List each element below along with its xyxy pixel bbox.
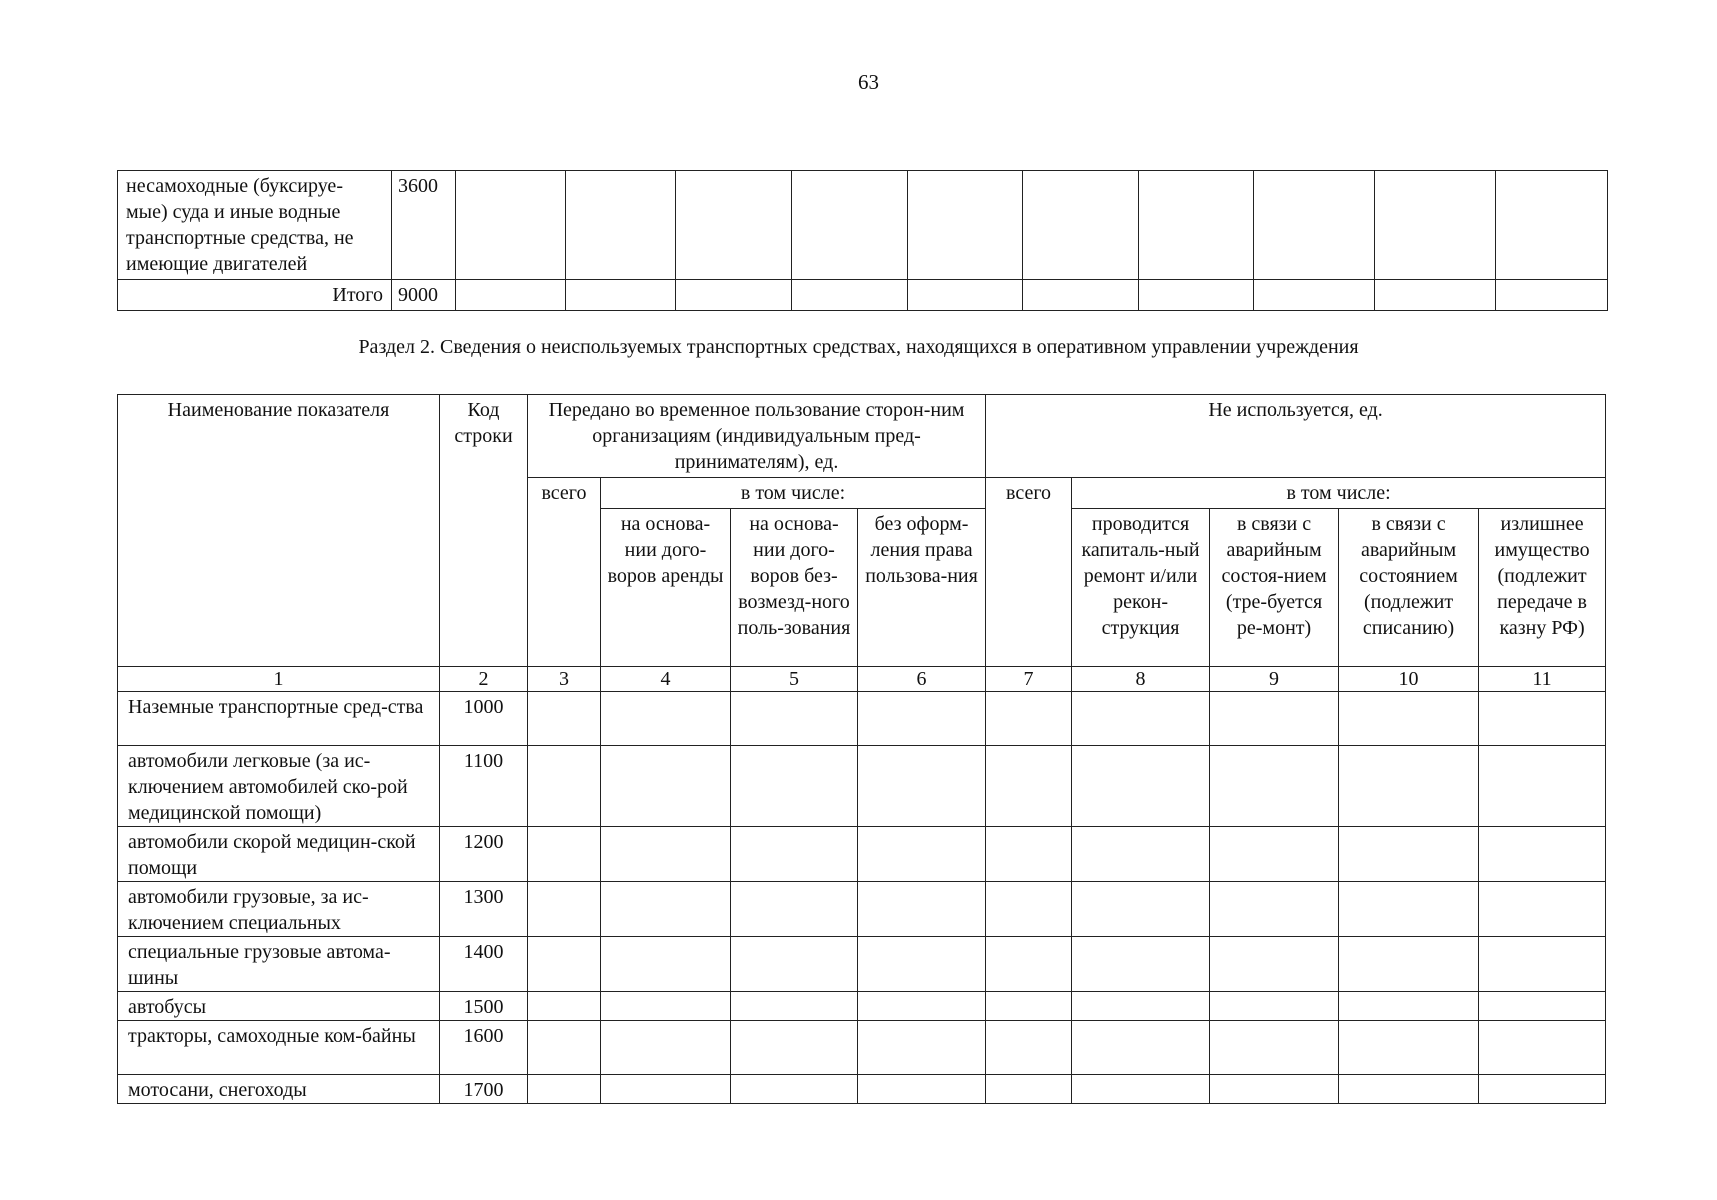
empty-cell	[528, 746, 601, 827]
column-number: 6	[858, 667, 986, 692]
empty-cell	[1339, 937, 1479, 992]
column-number: 3	[528, 667, 601, 692]
empty-cell	[1072, 692, 1210, 746]
empty-cell	[676, 280, 792, 311]
row-code: 9000	[392, 280, 456, 311]
header-transferred: Передано во временное пользование сторон-ним организациям (индивидуальным пред-принимателям), ед.	[528, 395, 986, 478]
empty-cell	[1375, 280, 1496, 311]
empty-cell	[1072, 1075, 1210, 1104]
empty-cell	[1210, 1075, 1339, 1104]
table-row	[118, 937, 1606, 992]
header-not-used: Не используется, ед.	[986, 395, 1606, 478]
empty-cell	[566, 171, 676, 280]
empty-cell	[566, 280, 676, 311]
empty-cell	[601, 1075, 731, 1104]
empty-cell	[908, 280, 1023, 311]
row-name: Наземные транспортные сред-ства	[118, 692, 440, 746]
empty-cell	[858, 746, 986, 827]
column-number: 9	[1210, 667, 1339, 692]
empty-cell	[731, 692, 858, 746]
empty-cell	[986, 937, 1072, 992]
empty-cell	[601, 692, 731, 746]
empty-cell	[1479, 692, 1606, 746]
empty-cell	[908, 171, 1023, 280]
empty-cell	[1496, 171, 1608, 280]
header-not-used-total: всего	[986, 478, 1072, 667]
empty-cell	[1023, 171, 1139, 280]
table-row	[118, 882, 1606, 937]
empty-cell	[1210, 992, 1339, 1021]
table-row	[118, 827, 1606, 882]
column-number: 5	[731, 667, 858, 692]
empty-cell	[1339, 1021, 1479, 1075]
empty-cell	[1375, 171, 1496, 280]
empty-cell	[792, 171, 908, 280]
empty-cell	[1479, 992, 1606, 1021]
header-free-use: на основа-нии дого-воров без-возмезд-ного поль-зования	[731, 509, 858, 667]
row-code: 1100	[440, 746, 528, 827]
empty-cell	[528, 882, 601, 937]
empty-cell	[1479, 882, 1606, 937]
row-code: 1400	[440, 937, 528, 992]
empty-cell	[1339, 827, 1479, 882]
header-surplus-property: излишнее имущество (подлежит передаче в казну РФ)	[1479, 509, 1606, 667]
row-name: несамоходные (буксируе-мые) суда и иные водные транспортные средства, не имеющие двигателей	[118, 171, 392, 280]
empty-cell	[731, 827, 858, 882]
row-code: 1600	[440, 1021, 528, 1075]
empty-cell	[731, 882, 858, 937]
row-code: 1500	[440, 992, 528, 1021]
empty-cell	[1072, 827, 1210, 882]
header-transferred-including: в том числе:	[601, 478, 986, 509]
table-row	[118, 692, 1606, 746]
empty-cell	[456, 171, 566, 280]
empty-cell	[986, 692, 1072, 746]
empty-cell	[731, 937, 858, 992]
empty-cell	[858, 1075, 986, 1104]
row-name: тракторы, самоходные ком-байны	[118, 1021, 440, 1075]
empty-cell	[1339, 882, 1479, 937]
column-number: 4	[601, 667, 731, 692]
empty-cell	[1072, 746, 1210, 827]
column-number: 2	[440, 667, 528, 692]
row-name: автомобили легковые (за ис-ключением автомобилей ско-рой медицинской помощи)	[118, 746, 440, 827]
header-major-repair: проводится капиталь-ный ремонт и/или рекон-струкция	[1072, 509, 1210, 667]
empty-cell	[1072, 937, 1210, 992]
row-code: 1200	[440, 827, 528, 882]
empty-cell	[1339, 692, 1479, 746]
row-name: мотосани, снегоходы	[118, 1075, 440, 1104]
empty-cell	[456, 280, 566, 311]
empty-cell	[1072, 882, 1210, 937]
empty-cell	[986, 882, 1072, 937]
column-number: 1	[118, 667, 440, 692]
table-row	[118, 280, 1608, 311]
empty-cell	[1023, 280, 1139, 311]
header-lease: на основа-нии дого-воров аренды	[601, 509, 731, 667]
empty-cell	[1072, 1021, 1210, 1075]
empty-cell	[986, 1075, 1072, 1104]
column-number: 7	[986, 667, 1072, 692]
empty-cell	[1339, 746, 1479, 827]
empty-cell	[528, 692, 601, 746]
empty-cell	[601, 882, 731, 937]
empty-cell	[792, 280, 908, 311]
empty-cell	[1210, 882, 1339, 937]
empty-cell	[858, 692, 986, 746]
empty-cell	[528, 937, 601, 992]
empty-cell	[1479, 1075, 1606, 1104]
header-not-used-including: в том числе:	[1072, 478, 1606, 509]
table-row	[118, 746, 1606, 827]
header-no-registration: без оформ-ления права пользова-ния	[858, 509, 986, 667]
empty-cell	[986, 746, 1072, 827]
header-name: Наименование показателя	[118, 395, 440, 667]
row-name: специальные грузовые автома-шины	[118, 937, 440, 992]
table-row	[118, 171, 1608, 280]
empty-cell	[601, 937, 731, 992]
header-emergency-repair: в связи с аварийным состоя-нием (тре-буется ре-монт)	[1210, 509, 1339, 667]
header-code: Код строки	[440, 395, 528, 667]
row-code: 1000	[440, 692, 528, 746]
empty-cell	[858, 992, 986, 1021]
empty-cell	[1072, 992, 1210, 1021]
empty-cell	[1139, 280, 1254, 311]
empty-cell	[528, 1075, 601, 1104]
empty-cell	[601, 746, 731, 827]
column-number: 10	[1339, 667, 1479, 692]
empty-cell	[731, 746, 858, 827]
empty-cell	[1210, 937, 1339, 992]
column-numbers-row	[118, 667, 1606, 692]
row-name: автомобили скорой медицин-ской помощи	[118, 827, 440, 882]
empty-cell	[1254, 280, 1375, 311]
empty-cell	[528, 1021, 601, 1075]
row-name: автобусы	[118, 992, 440, 1021]
empty-cell	[986, 1021, 1072, 1075]
header-emergency-writeoff: в связи с аварийным состоянием (подлежит списанию)	[1339, 509, 1479, 667]
table-row	[118, 1021, 1606, 1075]
empty-cell	[528, 827, 601, 882]
empty-cell	[1339, 1075, 1479, 1104]
empty-cell	[1479, 827, 1606, 882]
empty-cell	[1139, 171, 1254, 280]
empty-cell	[731, 1075, 858, 1104]
empty-cell	[986, 827, 1072, 882]
section-title: Раздел 2. Сведения о неиспользуемых транспортных средствах, находящихся в оперативном управлении учреждения	[358, 336, 1359, 358]
column-number: 8	[1072, 667, 1210, 692]
header-transferred-total: всего	[528, 478, 601, 667]
empty-cell	[858, 827, 986, 882]
table-row	[118, 992, 1606, 1021]
row-code: 1700	[440, 1075, 528, 1104]
empty-cell	[1479, 1021, 1606, 1075]
table-row	[118, 1075, 1606, 1104]
section-2-table	[117, 394, 1606, 1104]
empty-cell	[1210, 827, 1339, 882]
empty-cell	[528, 992, 601, 1021]
empty-cell	[1479, 937, 1606, 992]
empty-cell	[858, 882, 986, 937]
total-label: Итого	[118, 280, 392, 311]
column-number: 11	[1479, 667, 1606, 692]
row-name: автомобили грузовые, за ис-ключением специальных	[118, 882, 440, 937]
empty-cell	[1254, 171, 1375, 280]
row-code: 1300	[440, 882, 528, 937]
empty-cell	[1496, 280, 1608, 311]
empty-cell	[858, 937, 986, 992]
empty-cell	[601, 827, 731, 882]
row-code: 3600	[392, 171, 456, 280]
page-number: 63	[858, 70, 879, 94]
empty-cell	[731, 992, 858, 1021]
empty-cell	[858, 1021, 986, 1075]
empty-cell	[1339, 992, 1479, 1021]
empty-cell	[1210, 1021, 1339, 1075]
empty-cell	[986, 992, 1072, 1021]
empty-cell	[601, 1021, 731, 1075]
empty-cell	[731, 1021, 858, 1075]
empty-cell	[1479, 746, 1606, 827]
empty-cell	[601, 992, 731, 1021]
empty-cell	[1210, 746, 1339, 827]
empty-cell	[676, 171, 792, 280]
empty-cell	[1210, 692, 1339, 746]
continuation-table	[117, 170, 1608, 311]
